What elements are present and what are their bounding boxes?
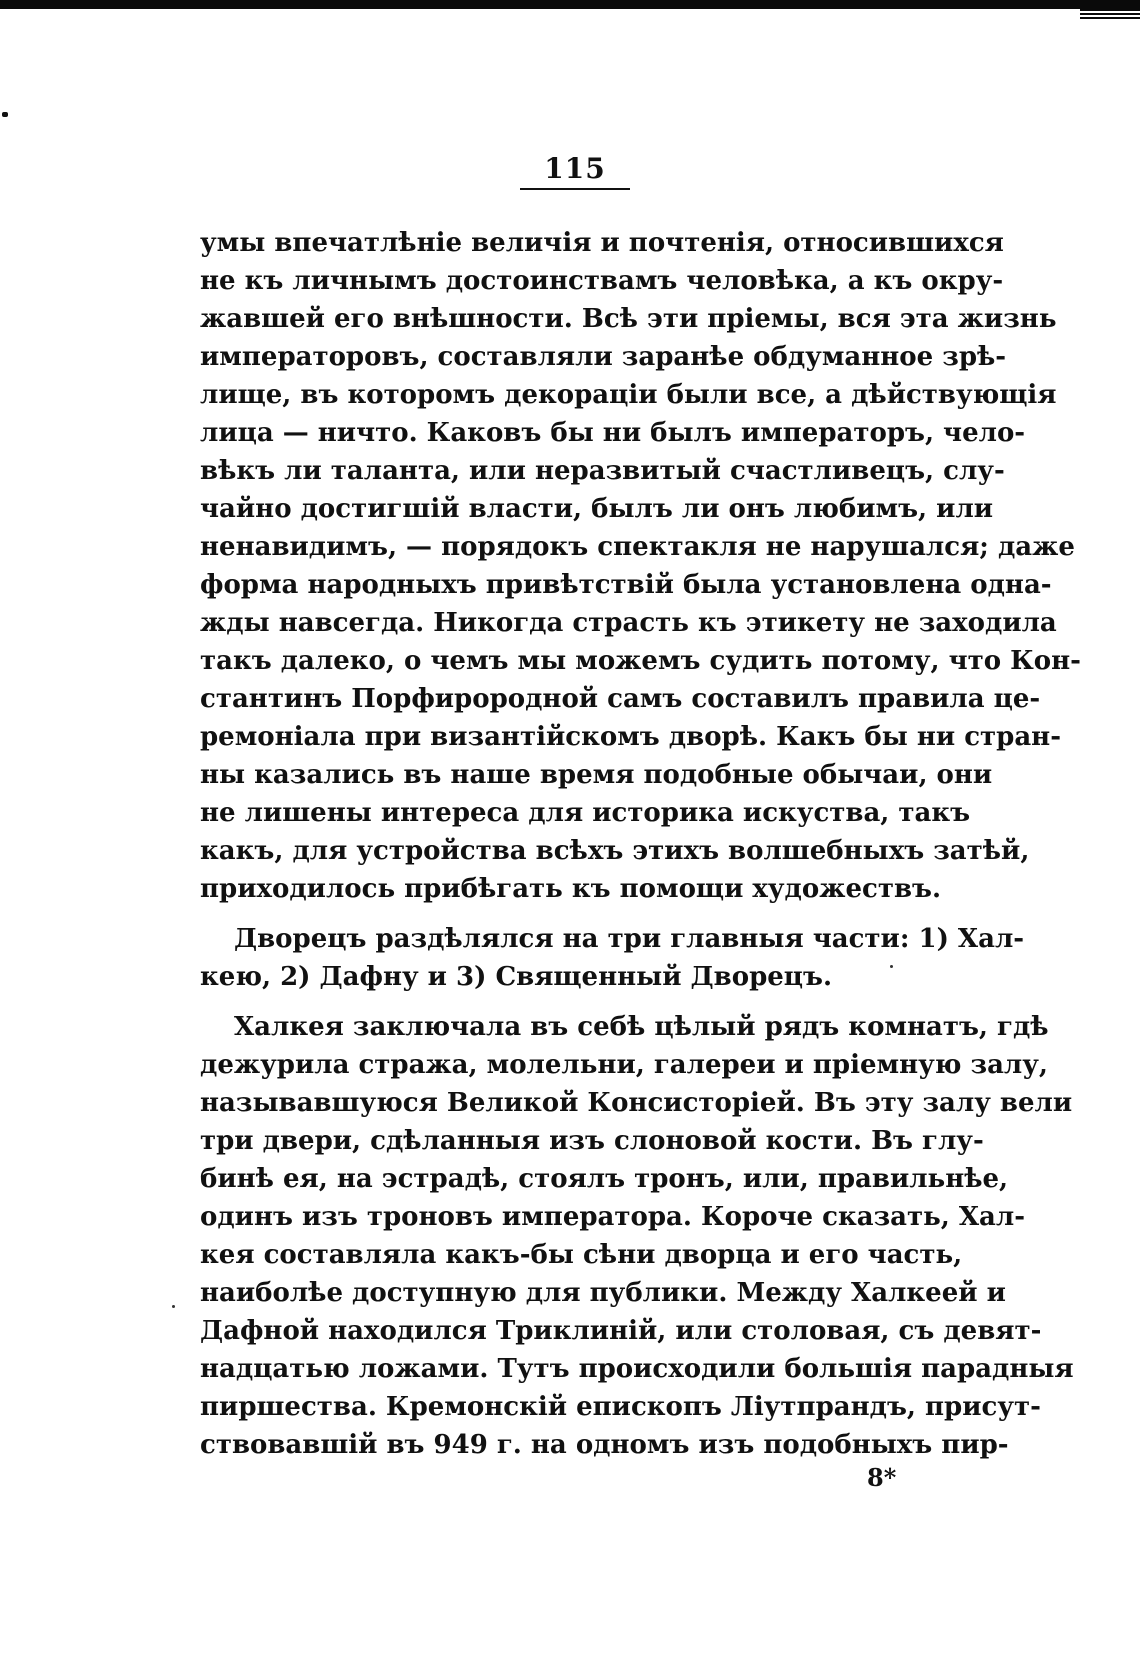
text-line: ремоніала при византійскомъ дворѣ. Какъ бы ни стран- (200, 722, 1061, 752)
text-line: кея составляла какъ-бы сѣни дворца и его часть, (200, 1240, 963, 1270)
margin-speck (172, 1305, 175, 1308)
top-edge-rule (0, 0, 1140, 9)
text-line: ны казались въ наше время подобные обычаи, они (200, 760, 993, 790)
text-line: ствовавшій въ 949 г. на одномъ изъ подобныхъ пир- (200, 1430, 1009, 1460)
text-line: называвшуюся Великой Консисторіей. Въ эту залу вели (200, 1088, 1073, 1118)
text-line: Дворецъ раздѣлялся на три главныя части: 1) Хал- (234, 924, 1025, 954)
text-line: не къ личнымъ достоинствамъ человѣка, а къ окру- (200, 266, 1004, 296)
text-line: императоровъ, составляли заранѣе обдуманное зрѣ- (200, 342, 1007, 372)
signature-mark: 8* (867, 1463, 897, 1492)
text-line: умы впечатлѣніе величія и почтенія, относившихся (200, 228, 1004, 258)
text-line: форма народныхъ привѣтствій была установлена одна- (200, 570, 1052, 600)
text-line: Халкея заключала въ себѣ цѣлый рядъ комнатъ, гдѣ (234, 1012, 1049, 1042)
text-line: наиболѣе доступную для публики. Между Халкеей и (200, 1278, 1006, 1308)
text-line: не лишены интереса для историка искуства, такъ (200, 798, 971, 828)
paragraph-1 (200, 224, 1081, 908)
text-line: вѣкъ ли таланта, или неразвитый счастливецъ, слу- (200, 456, 1005, 486)
text-line: чайно достигшій власти, былъ ли онъ любимъ, или (200, 494, 994, 524)
text-line: стантинъ Порфирородной самъ составилъ правила це- (200, 684, 1041, 714)
text-line: приходилось прибѣгать къ помощи художествъ. (200, 874, 942, 904)
text-line: кею, 2) Дафну и 3) Священный Дворецъ. (200, 962, 832, 992)
paragraph-2 (200, 920, 1025, 996)
text-line: Дафной находился Триклиній, или столовая, съ девят- (200, 1316, 1042, 1346)
text-line: ненавидимъ, — порядокъ спектакля не нарушался; даже (200, 532, 1075, 562)
margin-speck (890, 965, 893, 968)
page-number-rule (520, 188, 630, 190)
text-line: надцатью ложами. Тутъ происходили большія парадныя (200, 1354, 1074, 1384)
text-line: жавшей его внѣшности. Всѣ эти пріемы, вся эта жизнь (200, 304, 1057, 334)
text-line: какъ, для устройства всѣхъ этихъ волшебныхъ затѣй, (200, 836, 1030, 866)
text-line: такъ далеко, о чемъ мы можемъ судить потому, что Кон- (200, 646, 1081, 676)
text-line: бинѣ ея, на эстрадѣ, стоялъ тронъ, или, правильнѣе, (200, 1164, 1009, 1194)
text-line: три двери, сдѣланныя изъ слоновой кости. Въ глу- (200, 1126, 984, 1156)
text-line: лица — ничто. Каковъ бы ни былъ императоръ, чело- (200, 418, 1026, 448)
page-number: 115 (544, 152, 606, 185)
paragraph-gap (200, 908, 960, 920)
text-line: лище, въ которомъ декораціи были все, а дѣйствующія (200, 380, 1057, 410)
text-line: дежурила стража, молельни, галереи и пріемную залу, (200, 1050, 1048, 1080)
text-line: пиршества. Кремонскій епископъ Ліутпрандъ, присут- (200, 1392, 1041, 1422)
text-line: одинъ изъ троновъ императора. Короче сказать, Хал- (200, 1202, 1026, 1232)
edge-speck (2, 112, 8, 117)
paragraph-3 (200, 1008, 1074, 1464)
paragraph-gap (200, 996, 960, 1008)
text-line: жды навсегда. Никогда страсть къ этикету не заходила (200, 608, 1057, 638)
top-edge-tail (1080, 9, 1140, 21)
body-text (200, 224, 1081, 1464)
